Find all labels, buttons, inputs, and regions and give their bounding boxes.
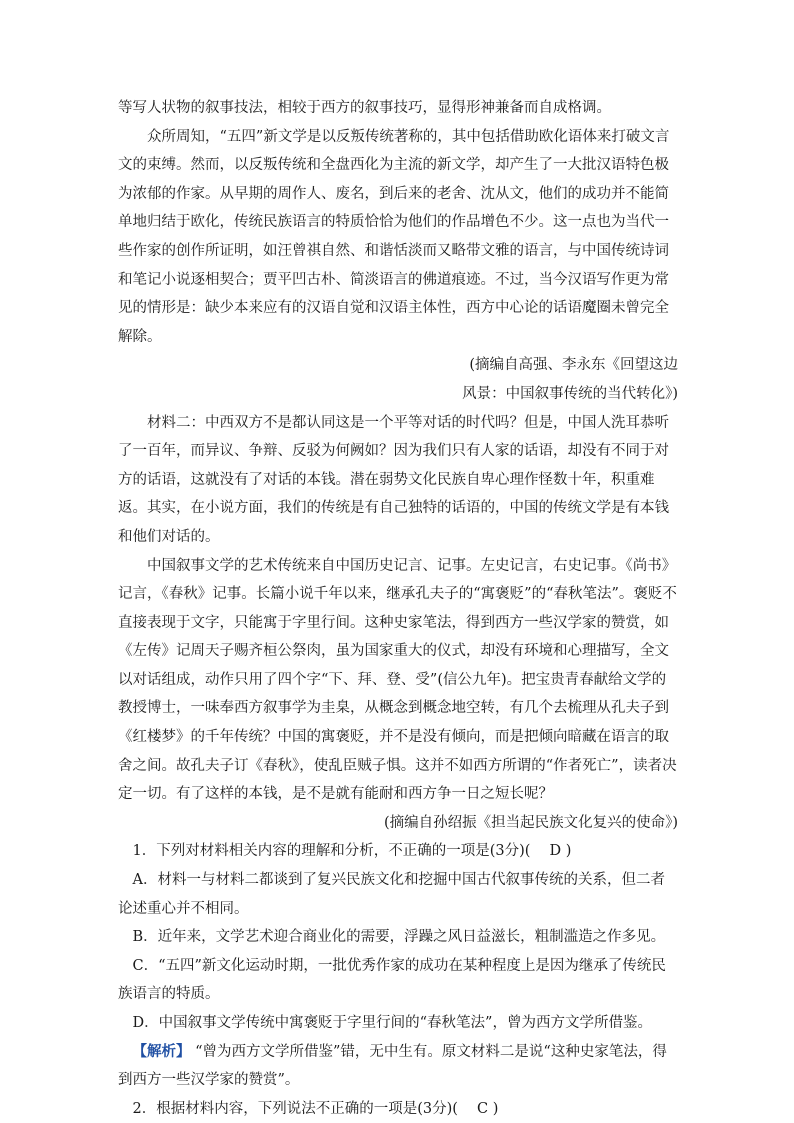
question-2 <box>118 1095 678 1123</box>
question-1-answer: D <box>549 843 562 860</box>
question-2-answer: C <box>477 1100 489 1117</box>
analysis-text: “曾为西方文学所借鉴”错，无中生有。原文材料二是说“这种史家笔法，得到西方一些汉学家的赞赏”。 <box>118 1043 667 1089</box>
analysis-label: 【解析】 <box>132 1042 191 1060</box>
question-1-analysis <box>118 1038 678 1095</box>
question-1-close: ) <box>565 843 572 860</box>
material1-source-line2: 风景：中国叙事传统的当代转化》) <box>462 385 678 402</box>
question-1-option-a: A．材料一与材料二都谈到了复兴民族文化和挖掘中国古代叙事传统的关系，但二者论述重心并不相同。 <box>118 872 665 917</box>
material1-paragraph-2: 众所周知，“五四”新文学是以反叛传统著称的，其中包括借助欧化语体来打破文言文的束缚。然而，以反叛传统和全盘西化为主流的新文学，却产生了一大批汉语特色极为浓郁的作家。从早期的周作人、废名，到后来的老舍、沈从文，他们的成功并不能简单地归结于欧化，传统民族语言的特质恰恰为他们的作品增色不少。这一点也为当代一些作家的创作所证明，如汪曾祺自然、和谐恬淡而又略带文雅的语言，与中国传统诗词和笔记小说逐相契合；贾平凹古朴、简淡语言的佛道痕迹。不过，当今汉语写作更为常见的情形是：缺少本来应有的汉语自觉和汉语主体性，西方中心论的话语魔圈未曾完全解除。 <box>118 128 670 345</box>
question-1-option-b: B．近年来，文学艺术迎合商业化的需要，浮躁之风日益滋长，粗制滥造之作多见。 <box>132 929 666 946</box>
material2-source: (摘编自孙绍振《担当起民族文化复兴的使命》) <box>383 814 678 831</box>
question-1-option-c: C．“五四”新文化运动时期，一批优秀作家的成功在某种程度上是因为继承了传统民族语言的特质。 <box>118 957 666 1003</box>
material1-continuation: 等写人状物的叙事技法，相较于西方的叙事技巧，显得形神兼备而自成格调。 <box>118 100 611 116</box>
question-1-stem: 1．下列对材料相关内容的理解和分析，不正确的一项是(3分)( <box>132 843 531 860</box>
question-2-close: ) <box>492 1100 499 1117</box>
question-2-stem: 2．根据材料内容，下列说法不正确的一项是(3分)( <box>132 1100 458 1117</box>
question-1-option-d: D．中国叙事文学传统中寓褒贬于字里行间的“春秋笔法”，曾为西方文学所借鉴。 <box>132 1015 652 1031</box>
question-1 <box>118 837 678 866</box>
material1-source-line1: (摘编自高强、李永东《回望这边 <box>469 357 678 374</box>
material2-paragraph-2: 中国叙事文学的艺术传统来自中国历史记言、记事。左史记言，右史记事。《尚书》记言，《春秋》记事。长篇小说千年以来，继承孔夫子的“寓褒贬”的“春秋笔法”。褒贬不直接表现于文字，只能寓于字里行间。这种史家笔法，得到西方一些汉学家的赞赏，如《左传》记周天子赐齐桓公祭肉，虽为国家重大的仪式，却没有环境和心理描写，全文以对话组成，动作只用了四个字“下、拜、登、受”(信公九年)。把宝贵青春献给文学的教授博士，一味奉西方叙事学为圭臬，从概念到概念地空转，有几个去梳理从孔夫子到《红楼梦》的千年传统？中国的寓褒贬，并不是没有倾向，而是把倾向暗藏在语言的取舍之间。故孔夫子订《春秋》，使乱臣贼子惧。这并不如西方所谓的“作者死亡”，读者决定一切。有了这样的本钱，是不是就有能耐和西方争一日之短长呢？ <box>118 557 677 803</box>
material2-paragraph-1: 材料二：中西双方不是都认同这是一个平等对话的时代吗？但是，中国人洗耳恭听了一百年，而异议、争辩、反驳为何阙如？因为我们只有人家的话语，却没有不同于对方的话语，这就没有了对话的本钱。潜在弱势文化民族自卑心理作怪数十年，积重难返。其实，在小说方面，我们的传统是有自己独特的话语的，中国的传统文学是有本钱和他们对话的。 <box>118 414 669 545</box>
document-page <box>118 94 678 1123</box>
